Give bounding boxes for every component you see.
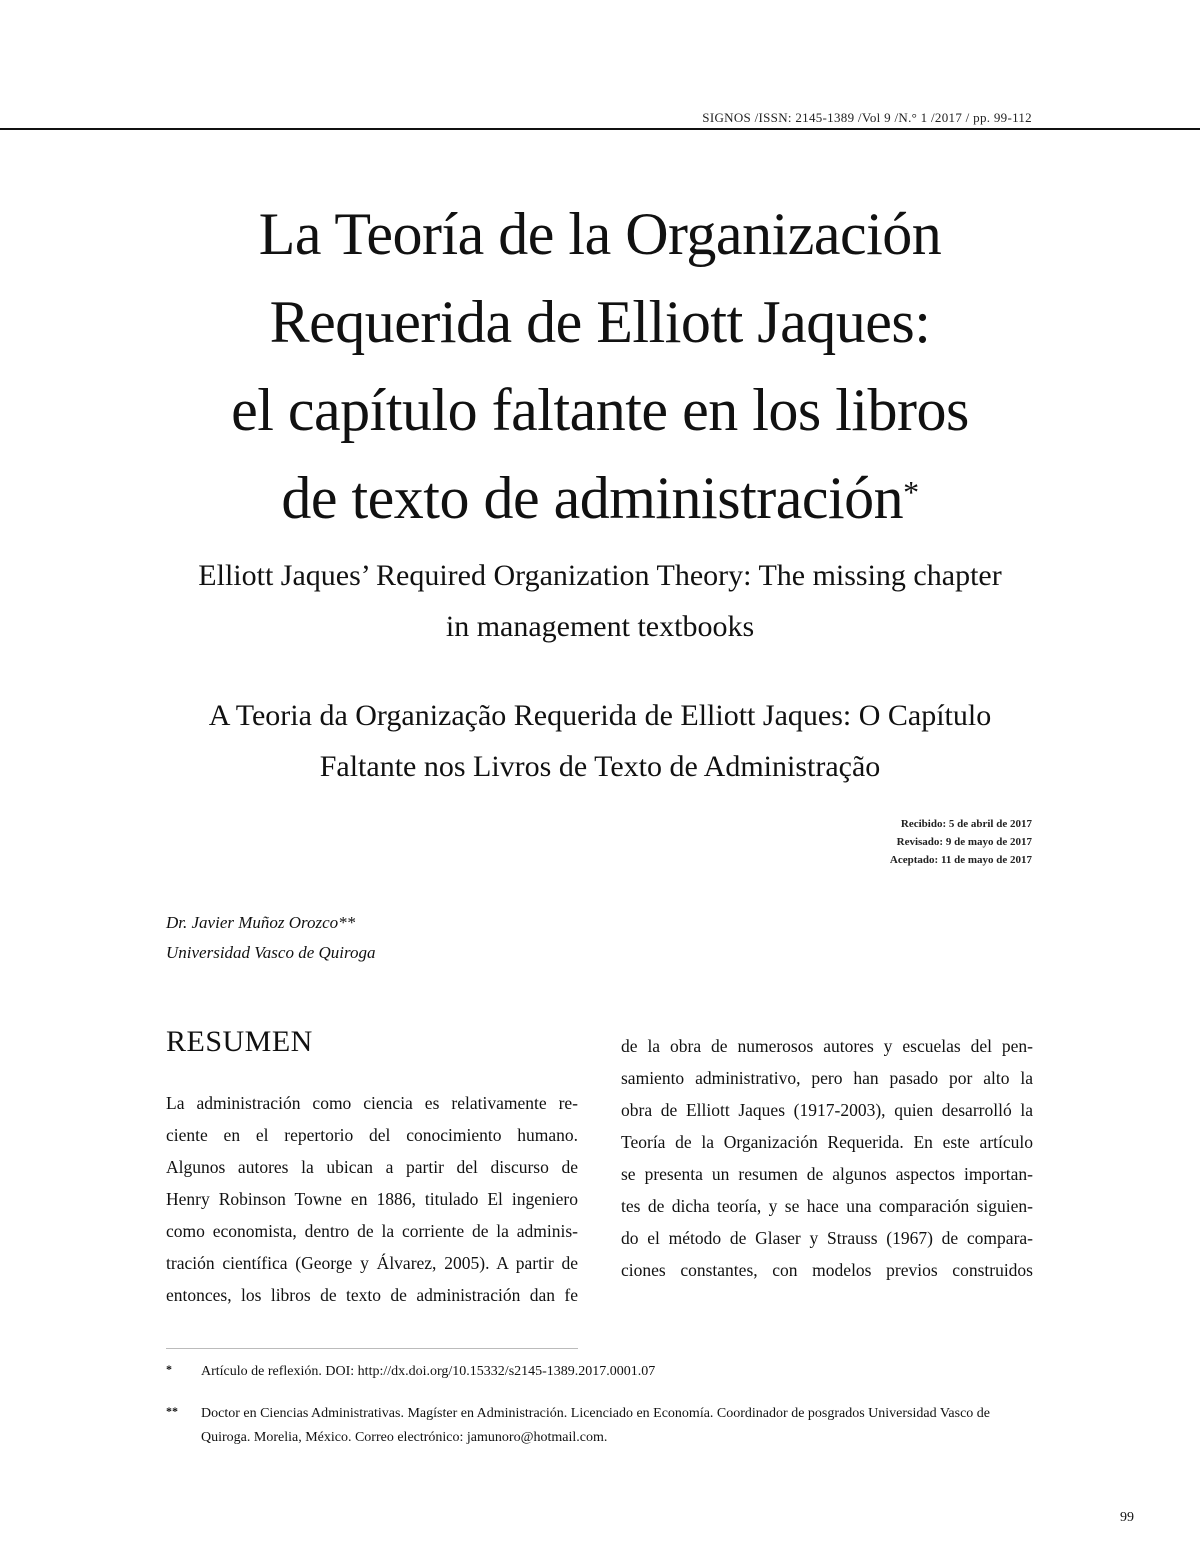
author-block [166,908,376,968]
article-title [100,190,1100,542]
footnote-author-bio [166,1402,1034,1450]
english-title-line: in management textbooks [445,610,755,643]
title-line: el capítulo faltante en los libros [231,377,969,443]
footnote-text: Doctor en Ciencias Administrativas. Magíster en Administración. Licenciado en Economía. Coordinador de posgrados Universidad Vasco de Quiroga. Morelia, México. Correo electrónico: jamunoro@hotmail.com. [201,1406,990,1445]
abstract-line: ciones constantes, con modelos previos construidos [621,1260,1033,1280]
footnote-article-type [166,1360,1034,1384]
submission-dates [890,815,1032,869]
abstract-line: Henry Robinson Towne en 1886, titulado El ingeniero [166,1189,578,1209]
footnote-divider [166,1348,578,1349]
abstract-line: tes de dicha teoría, y se hace una comparación siguien- [621,1196,1033,1216]
abstract-line: Algunos autores la ubican a partir del discurso de [166,1157,578,1177]
accepted-date: Aceptado: 11 de mayo de 2017 [889,854,1032,866]
title-line: La Teoría de la Organización [258,201,942,267]
title-line: Requerida de Elliott Jaques: [269,289,931,355]
portuguese-title-line: A Teoria da Organização Requerida de Elliott Jaques: O Capítulo [208,699,992,732]
running-head: SIGNOS /ISSN: 2145-1389 /Vol 9 /N.° 1 /2017 / pp. 99-112 [702,110,1032,125]
author-name: Dr. Javier Muñoz Orozco** [166,913,356,932]
received-date: Recibido: 5 de abril de 2017 [900,818,1032,830]
footnote-text: Artículo de reflexión. DOI: http://dx.doi.org/10.15332/s2145-1389.2017.0001.07 [201,1364,656,1379]
abstract-line: La administración como ciencia es relativamente re- [166,1093,578,1113]
abstract-line: de la obra de numerosos autores y escuelas del pen- [621,1036,1033,1056]
abstract-line: do el método de Glaser y Strauss (1967) de compara- [621,1228,1033,1248]
portuguese-title [140,690,1060,792]
abstract-line: como economista, dentro de la corriente de la adminis- [166,1221,578,1241]
english-title [140,550,1060,652]
title-footnote-mark: * [903,474,919,510]
revised-date: Revisado: 9 de mayo de 2017 [896,836,1032,848]
abstract-line: ciente en el repertorio del conocimiento humano. [166,1125,578,1145]
abstract-line: se presenta un resumen de algunos aspectos importan- [621,1164,1033,1184]
abstract-line: tración científica (George y Álvarez, 2005). A partir de [166,1253,578,1273]
abstract-line: Teoría de la Organización Requerida. En este artículo [621,1132,1033,1152]
abstract-line: obra de Elliott Jaques (1917-2003), quien desarrolló la [621,1100,1033,1120]
header-rule [0,128,1200,130]
page-number: 99 [1120,1510,1134,1525]
portuguese-title-line: Faltante nos Livros de Texto de Administração [319,750,881,783]
abstract-heading: RESUMEN [166,1025,313,1058]
title-line-last [100,454,1100,542]
footnote-mark: * [166,1362,172,1376]
abstract-line: samiento administrativo, pero han pasado por alto la [621,1068,1033,1088]
abstract-left-column [166,1087,578,1311]
abstract-right-column [621,1030,1033,1286]
title-line-text: de texto de administración [281,465,904,531]
english-title-line: Elliott Jaques’ Required Organization Theory: The missing chapter [198,559,1002,592]
abstract-line: entonces, los libros de texto de administración dan fe [166,1285,578,1305]
footnote-mark: ** [166,1404,178,1418]
author-affiliation: Universidad Vasco de Quiroga [166,943,376,962]
